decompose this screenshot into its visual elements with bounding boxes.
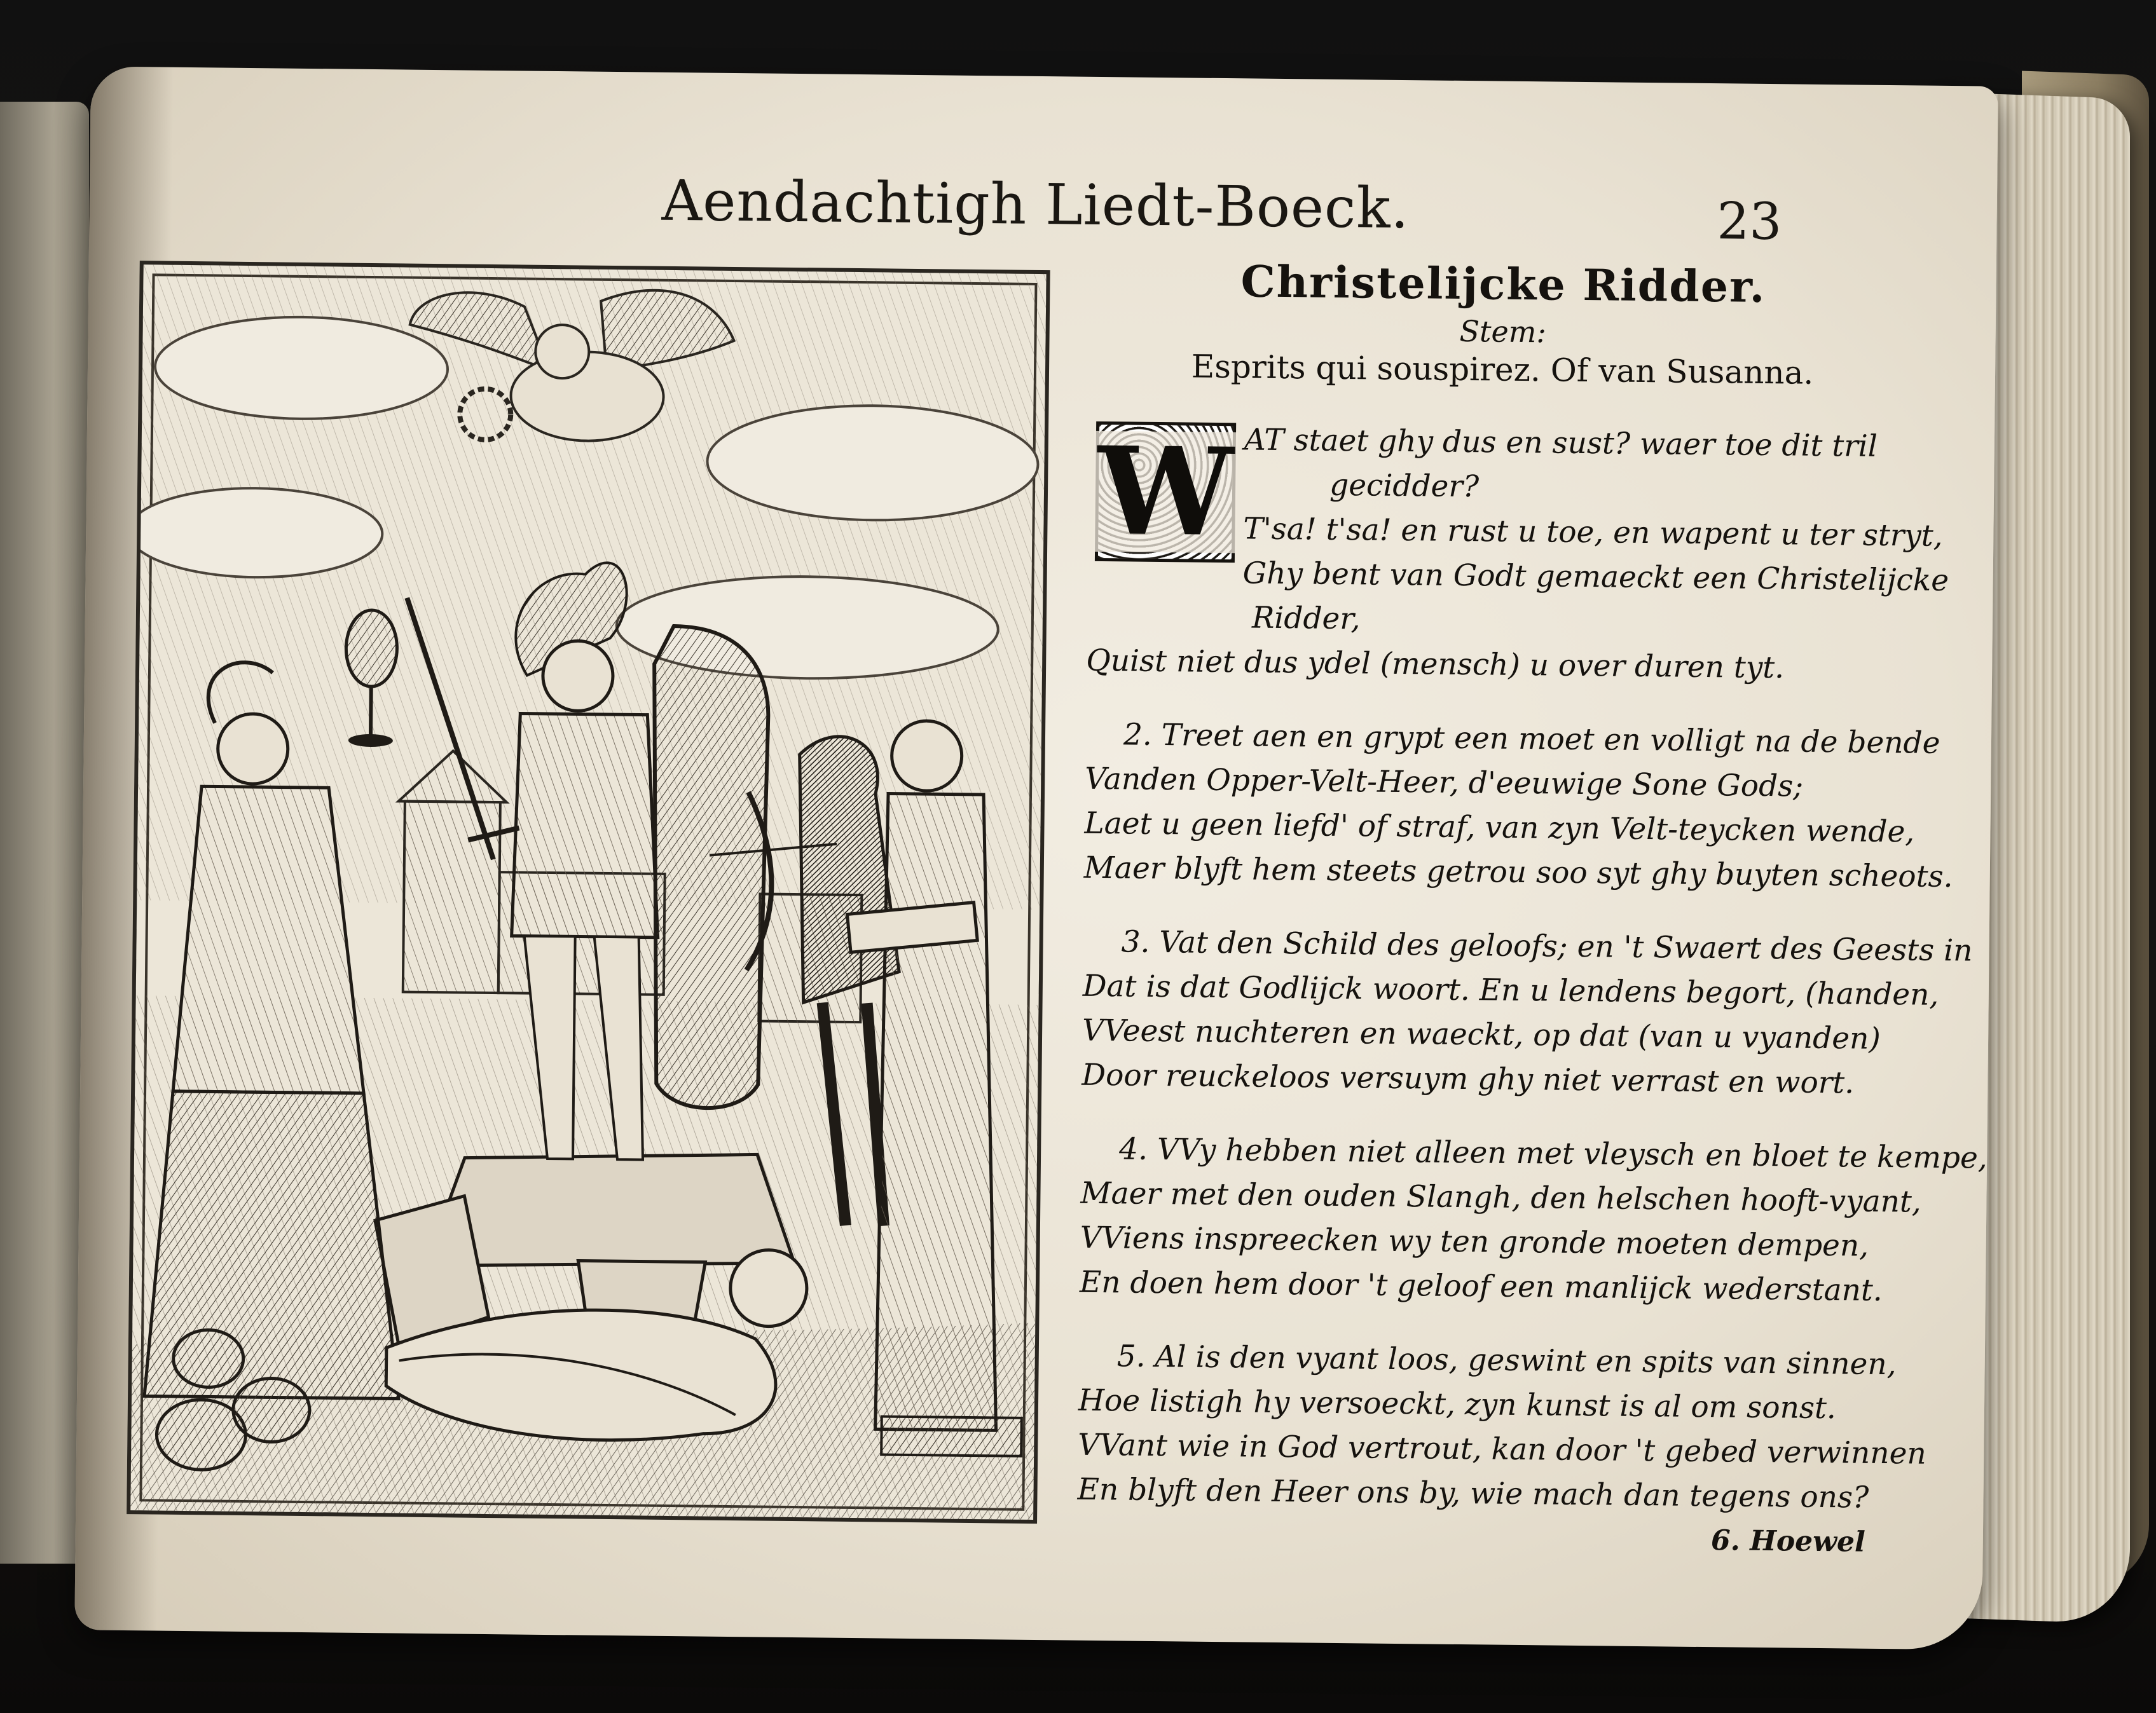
stanza-5 (1076, 1334, 1926, 1566)
stanza-line: Ghy bent van Godt gemaeckt een Christelijcke (1242, 556, 1949, 599)
stanza-line: Vanden Opper-Velt-Heer, d'eeuwige Sone Gods; (1085, 761, 1804, 804)
page-number: 23 (1717, 191, 1782, 252)
stanza-line: VVeest nuchteren en waeckt, op dat (van u vyanden) (1081, 1013, 1881, 1056)
stanza-line: Ridder, (1251, 600, 1361, 637)
catchword: 6. Hoewel (1710, 1524, 1866, 1559)
stanza-line: Quist niet dus ydel (mensch) u over duren tyt. (1085, 643, 1785, 686)
previous-page-edge (0, 102, 89, 1564)
stanza-line: Maer blyft hem steets getrou soo syt ghy buyten scheots. (1083, 850, 1953, 895)
stanza-4 (1079, 1127, 1988, 1314)
engraving-illustration (127, 261, 1050, 1524)
stanza-line: Hoe listigh hy versoeckt, zyn kunst is al om sonst. (1078, 1382, 1837, 1426)
stanza-line: Laet u geen liefd' of straf, van zyn Velt-teycken wende, (1084, 805, 1915, 850)
catchword-row (1076, 1512, 1904, 1566)
tune-label: Stem: (1459, 313, 1547, 350)
stanza-line: gecidder? (1329, 467, 1480, 505)
tune-name: Esprits qui souspirez. Of van Susanna. (1191, 348, 1814, 392)
song-text-block (1076, 255, 1988, 1566)
stanza-line: 4. VVy hebben niet alleen met vleysch en bloet te kempe, (1118, 1131, 1988, 1176)
stanza-line: Maer met den ouden Slangh, den helschen hooft-vyant, (1080, 1175, 1922, 1220)
stanza-line: 2. Treet aen en grypt een moet en volligt na de bende (1123, 717, 1940, 761)
stanza-line: Dat is dat Godlijck woort. En u lendens begort, (handen, (1082, 968, 1939, 1013)
stanza-line: VVant wie in God vertrout, kan door 't gebed verwinnen (1078, 1427, 1926, 1471)
stanza-line: Door reuckeloos versuym ghy niet verrast en wort. (1081, 1057, 1855, 1101)
stanza-2 (1083, 713, 1953, 899)
stanza-line: En doen hem door 't geloof een manlijck wederstant. (1079, 1264, 1883, 1308)
stanza-3 (1081, 920, 1973, 1107)
stanza-line-text: En blyft den Heer ons by, wie mach dan tegens ons? (1077, 1471, 1869, 1515)
song-title: Christelijcke Ridder. (1240, 256, 1766, 313)
engraving-drawing (130, 264, 1046, 1520)
stanza-1 (1085, 416, 1949, 692)
book-page (74, 66, 1998, 1649)
drop-cap-initial (1095, 421, 1236, 563)
stanza-line: 5. Al is den vyant loos, geswint en spits van sinnen, (1116, 1339, 1897, 1382)
stanza-line: 3. Vat den Schild des geloofs; en 't Swaert des Geests in (1121, 924, 1973, 969)
stanza-line: T'sa! t'sa! en rust u toe, en wapent u ter stryt, (1243, 511, 1943, 554)
stanza-line: VViens inspreecken wy ten gronde moeten dempen, (1080, 1220, 1869, 1264)
drop-cap-letter: W (1093, 431, 1237, 553)
running-head: Aendachtigh Liedt-Boeck. (661, 167, 1410, 242)
stanza-line: AT staet ghy dus en sust? waer toe dit tril (1244, 422, 1878, 464)
